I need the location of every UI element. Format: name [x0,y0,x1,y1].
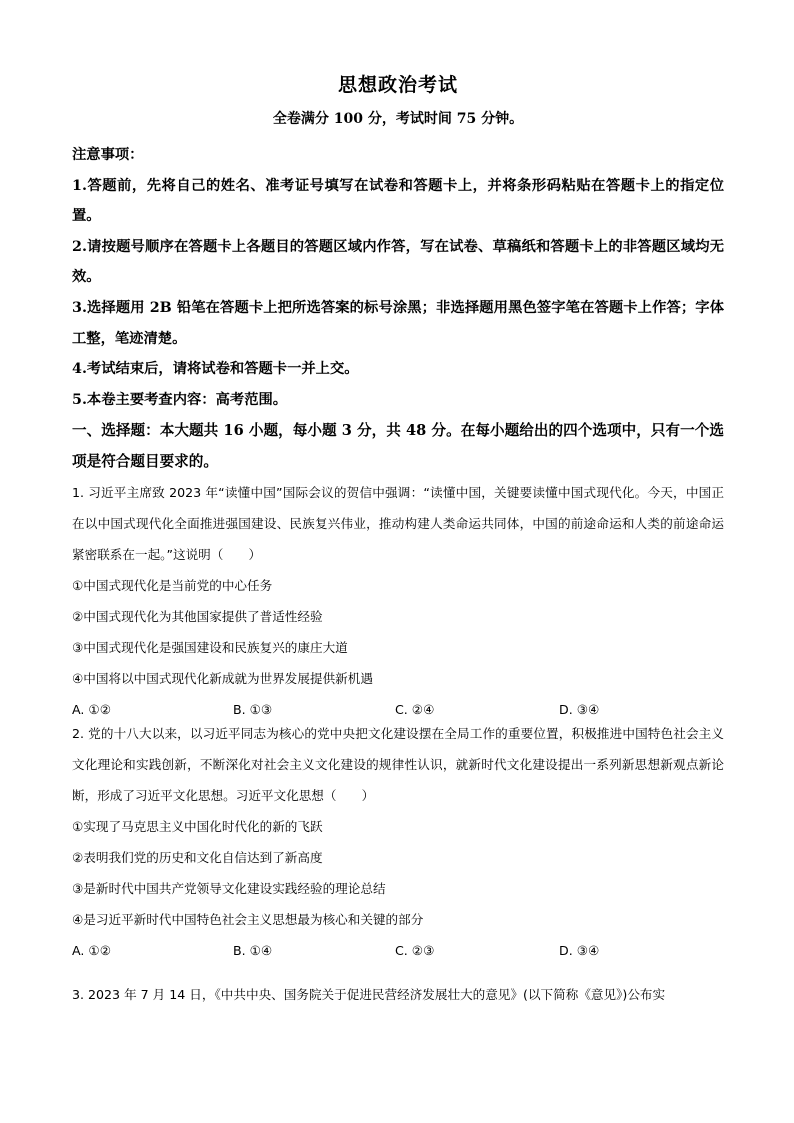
option-a: A. ①② [72,702,111,717]
section-heading: 一、选择题：本大题共 16 小题，每小题 3 分，共 48 分。在每小题给出的四个选项中，只有一个选项是符合题目要求的。 [72,422,724,470]
option-c: C. ②③ [395,943,435,958]
notes-heading: 注意事项： [72,147,144,163]
statement: ②中国式现代化为其他国家提供了普适性经验 [72,609,323,624]
exam-info: 全卷满分 100 分，考试时间 75 分钟。 [272,111,524,127]
statement: ①中国式现代化是当前党的中心任务 [72,578,273,593]
question-stem: 3. 2023 年 7 月 14 日，《中共中央、国务院关于促进民营经济发展壮大的意见》(以下简称《意见》)公布实 [72,987,666,1002]
option-d: D. ③④ [559,702,600,717]
page-title: 思想政治考试 [337,74,458,96]
section-heading-block [72,415,724,477]
option-a: A. ①② [72,943,111,958]
statement: ④是习近平新时代中国特色社会主义思想最为核心和关键的部分 [72,912,424,927]
note-item: 4.考试结束后，请将试卷和答题卡一并上交。 [72,361,359,378]
statement: ②表明我们党的历史和文化自信达到了新高度 [72,850,323,865]
option-b: B. ①④ [233,943,273,958]
answer-options [72,935,724,966]
statement: ③中国式现代化是强国建设和民族复兴的康庄大道 [72,640,348,655]
note-item: 5.本卷主要考查内容：高考范围。 [72,391,288,408]
exam-page [72,0,724,1123]
question-3 [72,979,724,1010]
statement: ③是新时代中国共产党领导文化建设实践经验的理论总结 [72,881,386,896]
statement: ④中国将以中国式现代化新成就为世界发展提供新机遇 [72,671,373,686]
option-c: C. ②④ [395,702,435,717]
statement: ①实现了马克思主义中国化时代化的新的飞跃 [72,819,323,834]
option-b: B. ①③ [233,702,273,717]
note-item: 3.选择题用 2B 铅笔在答题卡上把所选答案的标号涂黑；非选择题用黑色签字笔在答题卡上作答；字体工整，笔迹清楚。 [72,299,724,347]
option-d: D. ③④ [559,943,600,958]
question-stem: 1. 习近平主席致 2023 年“读懂中国”国际会议的贺信中强调：“读懂中国，关键要读懂中国式现代化。今天，中国正在以中国式现代化全面推进强国建设、民族复兴伟业，推动构建人类命运共同体，中国的前途命运和人类的前途命运紧密联系在一起。”这说明（ ） [72,485,724,562]
question-1 [72,477,724,725]
note-item: 2.请按题号顺序在答题卡上各题目的答题区域内作答，写在试卷、草稿纸和答题卡上的非答题区域均无效。 [72,238,724,286]
question-2 [72,718,724,966]
question-stem: 2. 党的十八大以来，以习近平同志为核心的党中央把文化建设摆在全局工作的重要位置，积极推进中国特色社会主义文化理论和实践创新，不断深化对社会主义文化建设的规律性认识，就新时代文化建设提出一系列新思想新观点新论断，形成了习近平文化思想。习近平文化思想（ ） [72,726,724,803]
note-item: 1.答题前，先将自己的姓名、准考证号填写在试卷和答题卡上，并将条形码粘贴在答题卡上的指定位置。 [72,177,724,225]
notes-section [72,140,724,415]
